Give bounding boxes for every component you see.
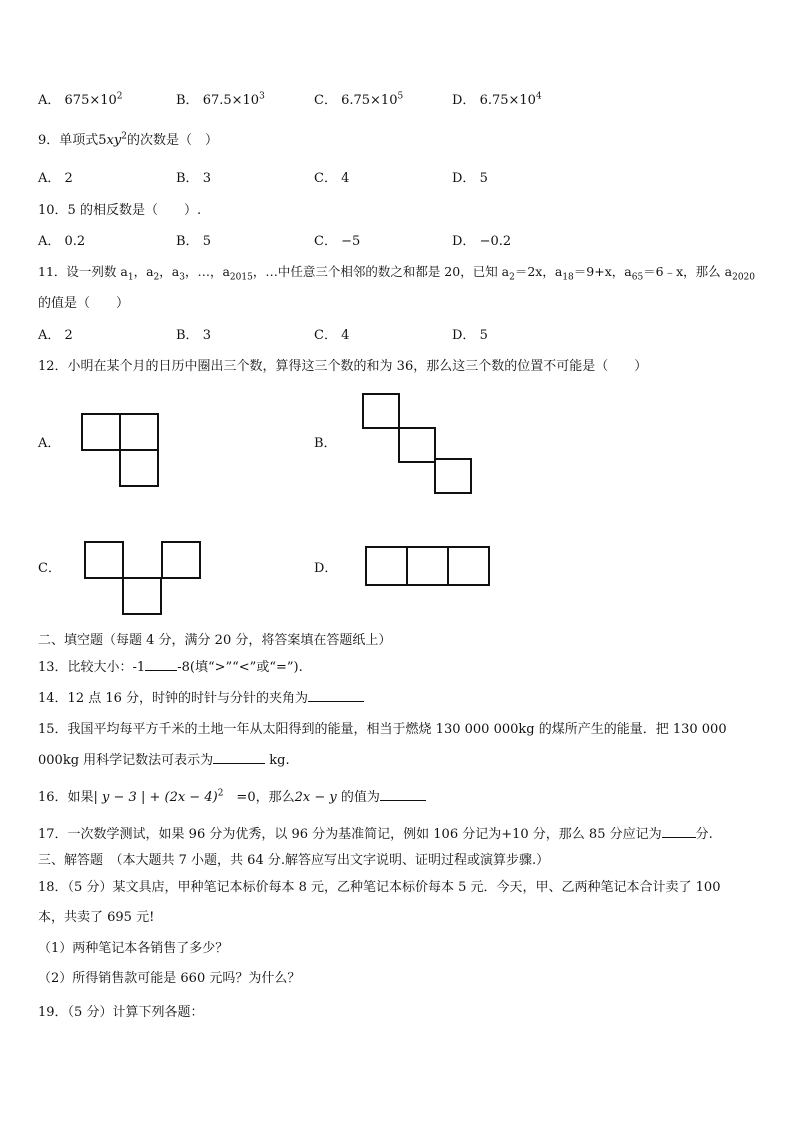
option-value: 3 — [202, 171, 211, 186]
option-label: B． — [176, 93, 199, 108]
option-label: A． — [38, 171, 61, 186]
q16-text: 16．如果 — [38, 790, 94, 805]
calendar-cell — [119, 449, 159, 487]
option-label: A． — [38, 93, 61, 108]
q11-text: ，…中任意三个相邻的数之和都是 20，已知 a — [252, 264, 510, 279]
q11-option-d — [452, 324, 488, 343]
q11-sub: 3 — [179, 272, 185, 283]
calendar-cell — [406, 546, 449, 586]
calendar-cell — [119, 413, 159, 451]
q8-option-c — [314, 89, 403, 108]
q18-stem-line2: 本，共卖了 695 元! — [38, 910, 155, 925]
calendar-cell — [362, 393, 400, 429]
q11-sub: 2020 — [732, 272, 756, 283]
q11-sub: 1 — [127, 272, 134, 283]
q11-stem-line2: 的值是（ ） — [38, 296, 130, 311]
q8-option-d — [452, 89, 542, 108]
option-value: 5 — [479, 328, 488, 343]
option-value: 5 — [202, 234, 211, 249]
q12-option-a-label: A． — [38, 436, 61, 451]
q17-stem — [38, 823, 713, 842]
q9-option-d — [452, 167, 488, 186]
q9-coef: 5 — [98, 133, 107, 148]
q10-stem: 10．5 的相反数是（ ）. — [38, 203, 202, 218]
calendar-cell — [365, 546, 408, 586]
q11-sub: 65 — [631, 272, 644, 283]
option-exponent: 3 — [259, 91, 265, 102]
option-label: B． — [176, 171, 199, 186]
option-exponent: 4 — [535, 91, 542, 102]
q11-sub: 18 — [562, 272, 574, 283]
option-label: D． — [452, 234, 476, 249]
calendar-cell — [398, 427, 436, 463]
q11-sub: 2 — [509, 272, 515, 283]
q9-exp: 2 — [121, 131, 127, 142]
q15-text: kg. — [265, 753, 290, 768]
option-value: 675×10 — [64, 93, 117, 108]
option-label: C． — [314, 171, 337, 186]
option-value: 4 — [341, 171, 350, 186]
option-label: A． — [38, 328, 61, 343]
q14-text: 14．12 点 16 分，时钟的时针与分针的夹角为 — [38, 691, 309, 706]
option-value: −0.2 — [479, 234, 512, 249]
option-label: C． — [314, 234, 337, 249]
q8-option-a — [38, 89, 123, 108]
q10-option-d — [452, 230, 511, 249]
q9-option-b — [176, 167, 211, 186]
calendar-cell — [434, 458, 472, 494]
q11-text: ＝6﹣x，那么 a — [643, 264, 733, 279]
q11-option-c — [314, 324, 349, 343]
q12-option-b-label: B． — [314, 436, 337, 451]
q11-text: 11．设一列数 a — [38, 264, 128, 279]
q11-stem-line1 — [38, 262, 755, 283]
option-value: 6.75×10 — [479, 93, 536, 108]
option-value: 4 — [341, 328, 350, 343]
q11-text: ，…，a — [184, 264, 230, 279]
option-value: 3 — [202, 328, 211, 343]
option-label: B． — [176, 328, 199, 343]
calendar-cell — [161, 541, 201, 579]
answer-blank[interactable] — [213, 763, 265, 764]
option-value: 2 — [64, 171, 73, 186]
section-solve-header: 三、解答题 （本大题共 7 小题，共 64 分.解答应写出文字说明、证明过程或演算步骤.） — [38, 853, 550, 868]
q10-option-c — [314, 230, 360, 249]
option-value: 6.75×10 — [341, 93, 398, 108]
calendar-cell — [81, 413, 121, 451]
q13-text: 13．比较大小：-1 — [38, 660, 146, 675]
q9-suffix: 的次数是（ ） — [126, 133, 218, 148]
section-fill-in-header: 二、填空题（每题 4 分，满分 20 分，将答案填在答题纸上） — [38, 633, 392, 648]
q9-option-a — [38, 167, 73, 186]
option-value: 67.5×10 — [202, 93, 260, 108]
q15-text: 000kg 用科学记数法可表示为 — [38, 753, 214, 768]
q17-text: 分. — [695, 827, 713, 842]
q12-option-d-label: D． — [314, 561, 338, 576]
q19-stem: 19．（5 分）计算下列各题： — [38, 1005, 204, 1020]
option-value: 2 — [64, 328, 73, 343]
answer-blank[interactable] — [145, 670, 177, 671]
q18-stem-line1: 18．（5 分）某文具店，甲种笔记本标价每本 8 元，乙种笔记本标价每本 5 元．今天，甲、乙两种笔记本合计卖了 100 — [38, 880, 721, 895]
option-label: C． — [314, 328, 337, 343]
q11-option-a — [38, 324, 73, 343]
q18-subquestion-1: （1）两种笔记本各销售了多少？ — [38, 941, 229, 956]
q16-target-expr: 2x − y — [294, 790, 337, 805]
q18-subquestion-2: （2）所得销售款可能是 660 元吗？为什么？ — [38, 971, 301, 986]
q11-text: ＝9+x，a — [573, 264, 632, 279]
calendar-cell — [122, 577, 162, 615]
answer-blank[interactable] — [380, 800, 426, 801]
q14-stem — [38, 687, 364, 706]
q15-stem-line2 — [38, 749, 290, 768]
option-label: D． — [452, 328, 476, 343]
option-value: 0.2 — [64, 234, 86, 249]
q9-vars: xy — [106, 133, 122, 148]
q11-text: ，a — [133, 264, 154, 279]
option-label: A． — [38, 234, 61, 249]
option-label: D． — [452, 171, 476, 186]
q10-option-b — [176, 230, 211, 249]
answer-blank[interactable] — [662, 837, 696, 838]
option-label: D． — [452, 93, 476, 108]
q16-stem — [38, 786, 426, 805]
q8-option-b — [176, 89, 265, 108]
q15-stem-line1: 15．我国平均每平方千米的土地一年从太阳得到的能量，相当于燃烧 130 000 000kg 的煤所产生的能量．把 130 000 — [38, 722, 727, 737]
q16-exp: 2 — [217, 788, 224, 799]
q12-option-c-label: C． — [38, 561, 61, 576]
q11-text: ＝2x，a — [514, 264, 563, 279]
q11-option-b — [176, 324, 211, 343]
q13-text: -8(填“>”“<”或“=”). — [177, 660, 303, 675]
calendar-cell — [84, 541, 124, 579]
option-label: B． — [176, 234, 199, 249]
option-exponent: 5 — [397, 91, 404, 102]
option-exponent: 2 — [116, 91, 123, 102]
q16-square-expr: + (2x − 4) — [145, 790, 218, 805]
q16-abs-expr: | y − 3 | — [93, 790, 146, 805]
option-label: C． — [314, 93, 337, 108]
q10-option-a — [38, 230, 85, 249]
calendar-cell — [447, 546, 490, 586]
q11-text: ，a — [159, 264, 180, 279]
q16-text: =0，那么 — [223, 790, 295, 805]
q17-text: 17．一次数学测试，如果 96 分为优秀，以 96 分为基准简记，例如 106 分记为+10 分，那么 85 分应记为 — [38, 827, 662, 842]
q11-sub: 2015 — [229, 272, 253, 283]
q9-option-c — [314, 167, 349, 186]
option-value: 5 — [479, 171, 488, 186]
answer-blank[interactable] — [308, 701, 364, 702]
q11-sub: 2 — [153, 272, 160, 283]
q12-stem: 12．小明在某个月的日历中圈出三个数，算得这三个数的和为 36，那么这三个数的位置不可能是（ ） — [38, 359, 648, 374]
q9-prefix: 9．单项式 — [38, 133, 99, 148]
q9-stem — [38, 129, 218, 148]
option-value: −5 — [341, 234, 361, 249]
q13-stem — [38, 656, 303, 675]
q16-text: 的值为 — [336, 790, 380, 805]
